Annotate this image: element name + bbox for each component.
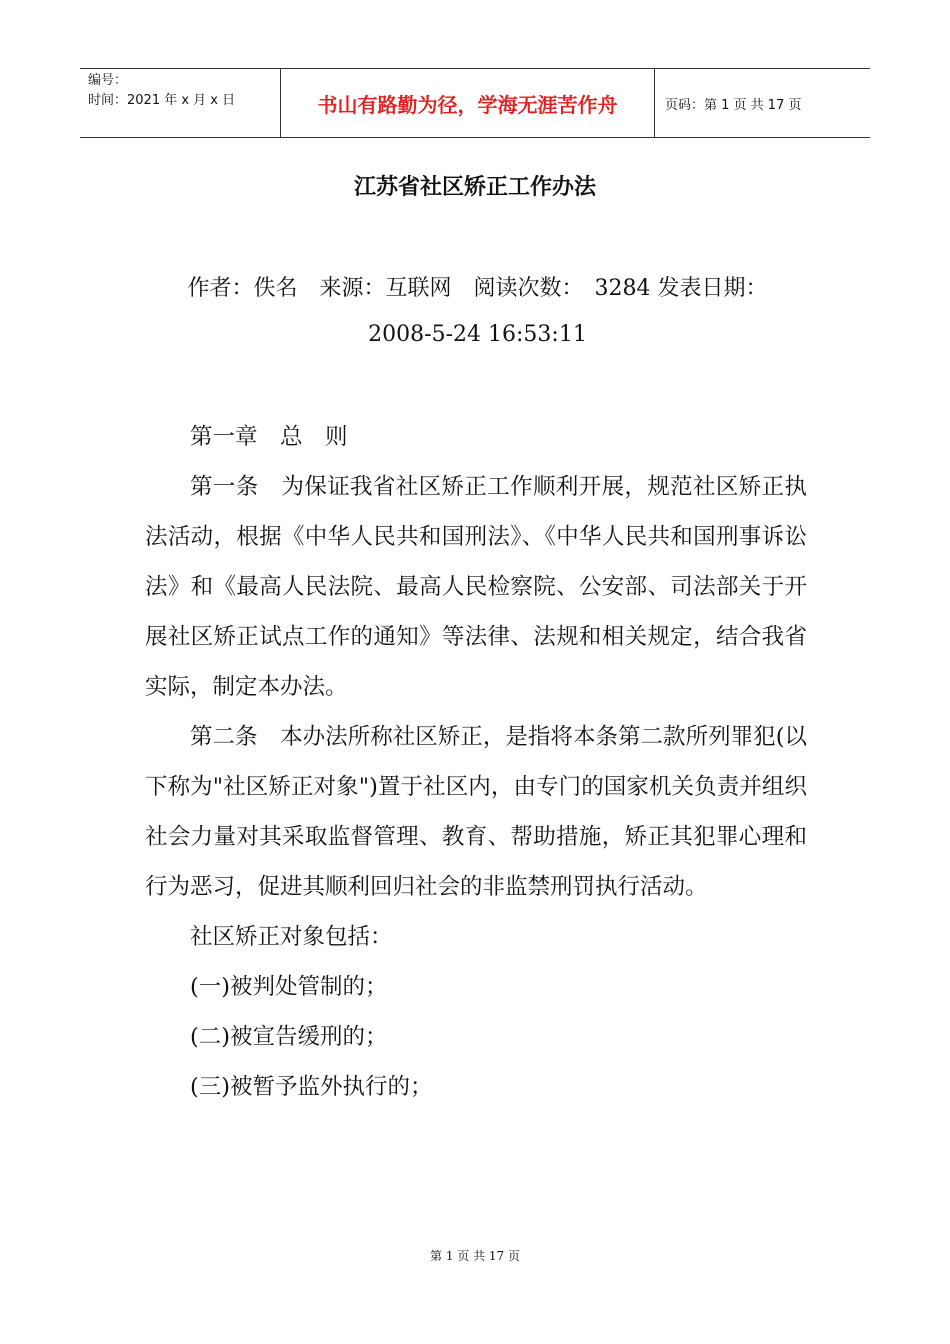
header-motto: 书山有路勤为径，学海无涯苦作舟 xyxy=(317,92,618,117)
article-meta xyxy=(145,266,810,358)
page-footer: 第 1 页 共 17 页 xyxy=(430,1249,520,1263)
header-left-cell xyxy=(80,69,280,137)
paragraph: 第二条 本办法所称社区矫正，是指将本条第二款所列罪犯(以下称为"社区矫正对象")置于社区内，由专门的国家机关负责并组织社会力量对其采取监督管理、教育、帮助措施，矫正其犯罪心理和行为恶习，促进其顺利回归社会的非监禁刑罚执行活动。 xyxy=(145,724,807,900)
document-time-label: 时间：2021 年 x 月 x 日 xyxy=(88,93,236,108)
list-item: (一)被判处管制的； xyxy=(190,974,388,1000)
document-number-label: 编号： xyxy=(88,73,128,88)
paragraph: 第一条 为保证我省社区矫正工作顺利开展，规范社区矫正执法活动，根据《中华人民共和国刑法》、《中华人民共和国刑事诉讼法》和《最高人民法院、最高人民检察院、公安部、司法部关于开展社区矫正试点工作的通知》等法律、法规和相关规定，结合我省实际，制定本办法。 xyxy=(145,474,807,700)
list-item: (三)被暂予监外执行的； xyxy=(190,1074,433,1100)
header-motto-cell xyxy=(280,69,655,137)
paragraph: 社区矫正对象包括： xyxy=(190,924,393,950)
document-body xyxy=(145,412,807,1112)
article-meta-line-1: 作者：佚名 来源：互联网 阅读次数： 3284 发表日期： xyxy=(187,276,768,301)
document-title: 江苏省社区矫正工作办法 xyxy=(353,175,596,200)
chapter-heading: 第一章 总 则 xyxy=(190,424,348,450)
list-item: (二)被宣告缓刑的； xyxy=(190,1024,388,1050)
article-meta-line-2: 2008-5-24 16:53:11 xyxy=(368,322,587,347)
header-page-info: 页码：第 1 页 共 17 页 xyxy=(665,97,802,113)
document-header xyxy=(80,68,870,138)
